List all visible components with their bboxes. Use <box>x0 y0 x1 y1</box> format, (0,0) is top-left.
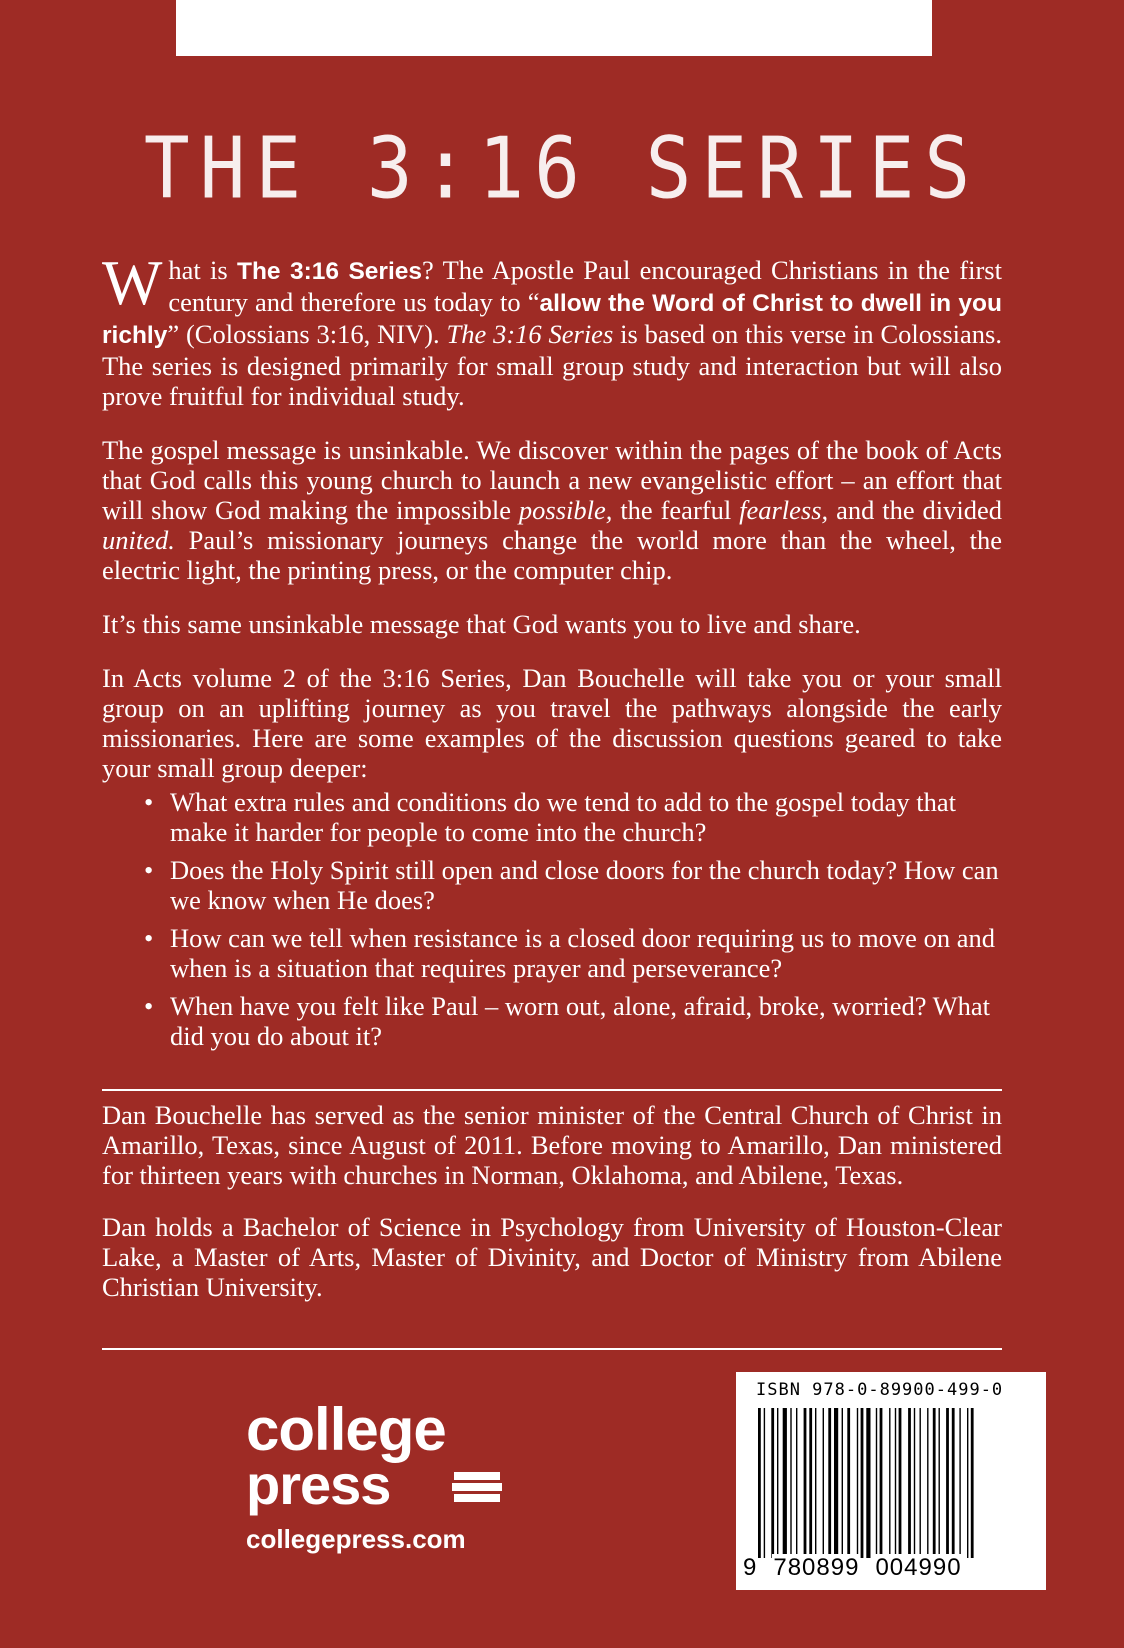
bullet-icon: • <box>144 787 154 817</box>
author-bio <box>102 1100 1002 1324</box>
bullet-icon: • <box>144 923 154 953</box>
list-item: • How can we tell when resistance is a closed door requiring us to move on and when is a situation that requires prayer and perseverance? <box>144 923 995 983</box>
description <box>102 247 1002 1059</box>
gospel-paragraph: The gospel message is unsinkable. We discover within the pages of the book of Acts that God calls this young church to launch a new evangelistic effort – an effort that will show God making the impossible possible, the fearful fearless, and the divided united. Paul’s missionary journeys change the world more than the wheel, the electric light, the printing press, or the computer chip. <box>102 435 1002 585</box>
barcode-digits: 9 780899 004990 <box>743 1554 962 1581</box>
list-item: • What extra rules and conditions do we tend to add to the gospel today that make it harder for people to come into the church? <box>144 787 956 847</box>
acts-paragraph: In Acts volume 2 of the 3:16 Series, Dan Bouchelle will take you or your small group on an uplifting journey as you travel the pathways alongside the early missionaries. Here are some examples of the discussion questions geared to take your small group deeper: <box>102 663 1002 783</box>
unsinkable-paragraph: It’s this same unsinkable message that God wants you to live and share. <box>102 609 861 639</box>
series-title: THE 3:16 SERIES <box>143 118 981 218</box>
bullet-icon: • <box>144 991 154 1021</box>
barcode <box>736 1372 1046 1590</box>
isbn-text: ISBN 978-0-89900-499-0 <box>756 1380 1004 1400</box>
publisher-logo <box>246 1396 526 1555</box>
publisher-url: collegepress.com <box>246 1524 466 1554</box>
bio-paragraph: Dan holds a Bachelor of Science in Psychology from University of Houston-Clear Lake, a Master of Arts, Master of Divinity, and Doctor of Ministry from Abilene Christian University. <box>102 1212 1002 1302</box>
drop-cap: W <box>102 247 163 318</box>
divider <box>102 1348 1002 1350</box>
logo-press: press <box>246 1453 391 1516</box>
list-item: • Does the Holy Spirit still open and close doors for the church today? How can we know when He does? <box>144 855 999 915</box>
bullet-icon: • <box>144 855 154 885</box>
question-list <box>102 787 1002 1051</box>
barcode-bars <box>756 1408 1026 1568</box>
logo-college: college <box>246 1396 446 1463</box>
books-icon <box>454 1472 502 1505</box>
bio-paragraph: Dan Bouchelle has served as the senior minister of the Central Church of Christ in Amarillo, Texas, since August of 2011. Before moving to Amarillo, Dan ministered for thirteen years with churches in Norman, Oklahoma, and Abilene, Texas. <box>102 1100 1002 1190</box>
intro-paragraph: What is The 3:16 Series? The Apostle Paul encouraged Christians in the first century and therefore us today to “allow the Word of Christ to dwell in you richly” (Colossians 3:16, NIV). The 3:16 Series is based on this verse in Colossians. The series is designed primarily for small group study and interaction but will also prove fruitful for individual study. <box>102 247 1002 411</box>
list-item: • When have you felt like Paul – worn out, alone, afraid, broke, worried? What did you do about it? <box>144 991 990 1051</box>
divider <box>102 1089 1002 1091</box>
top-white-panel <box>176 0 932 56</box>
